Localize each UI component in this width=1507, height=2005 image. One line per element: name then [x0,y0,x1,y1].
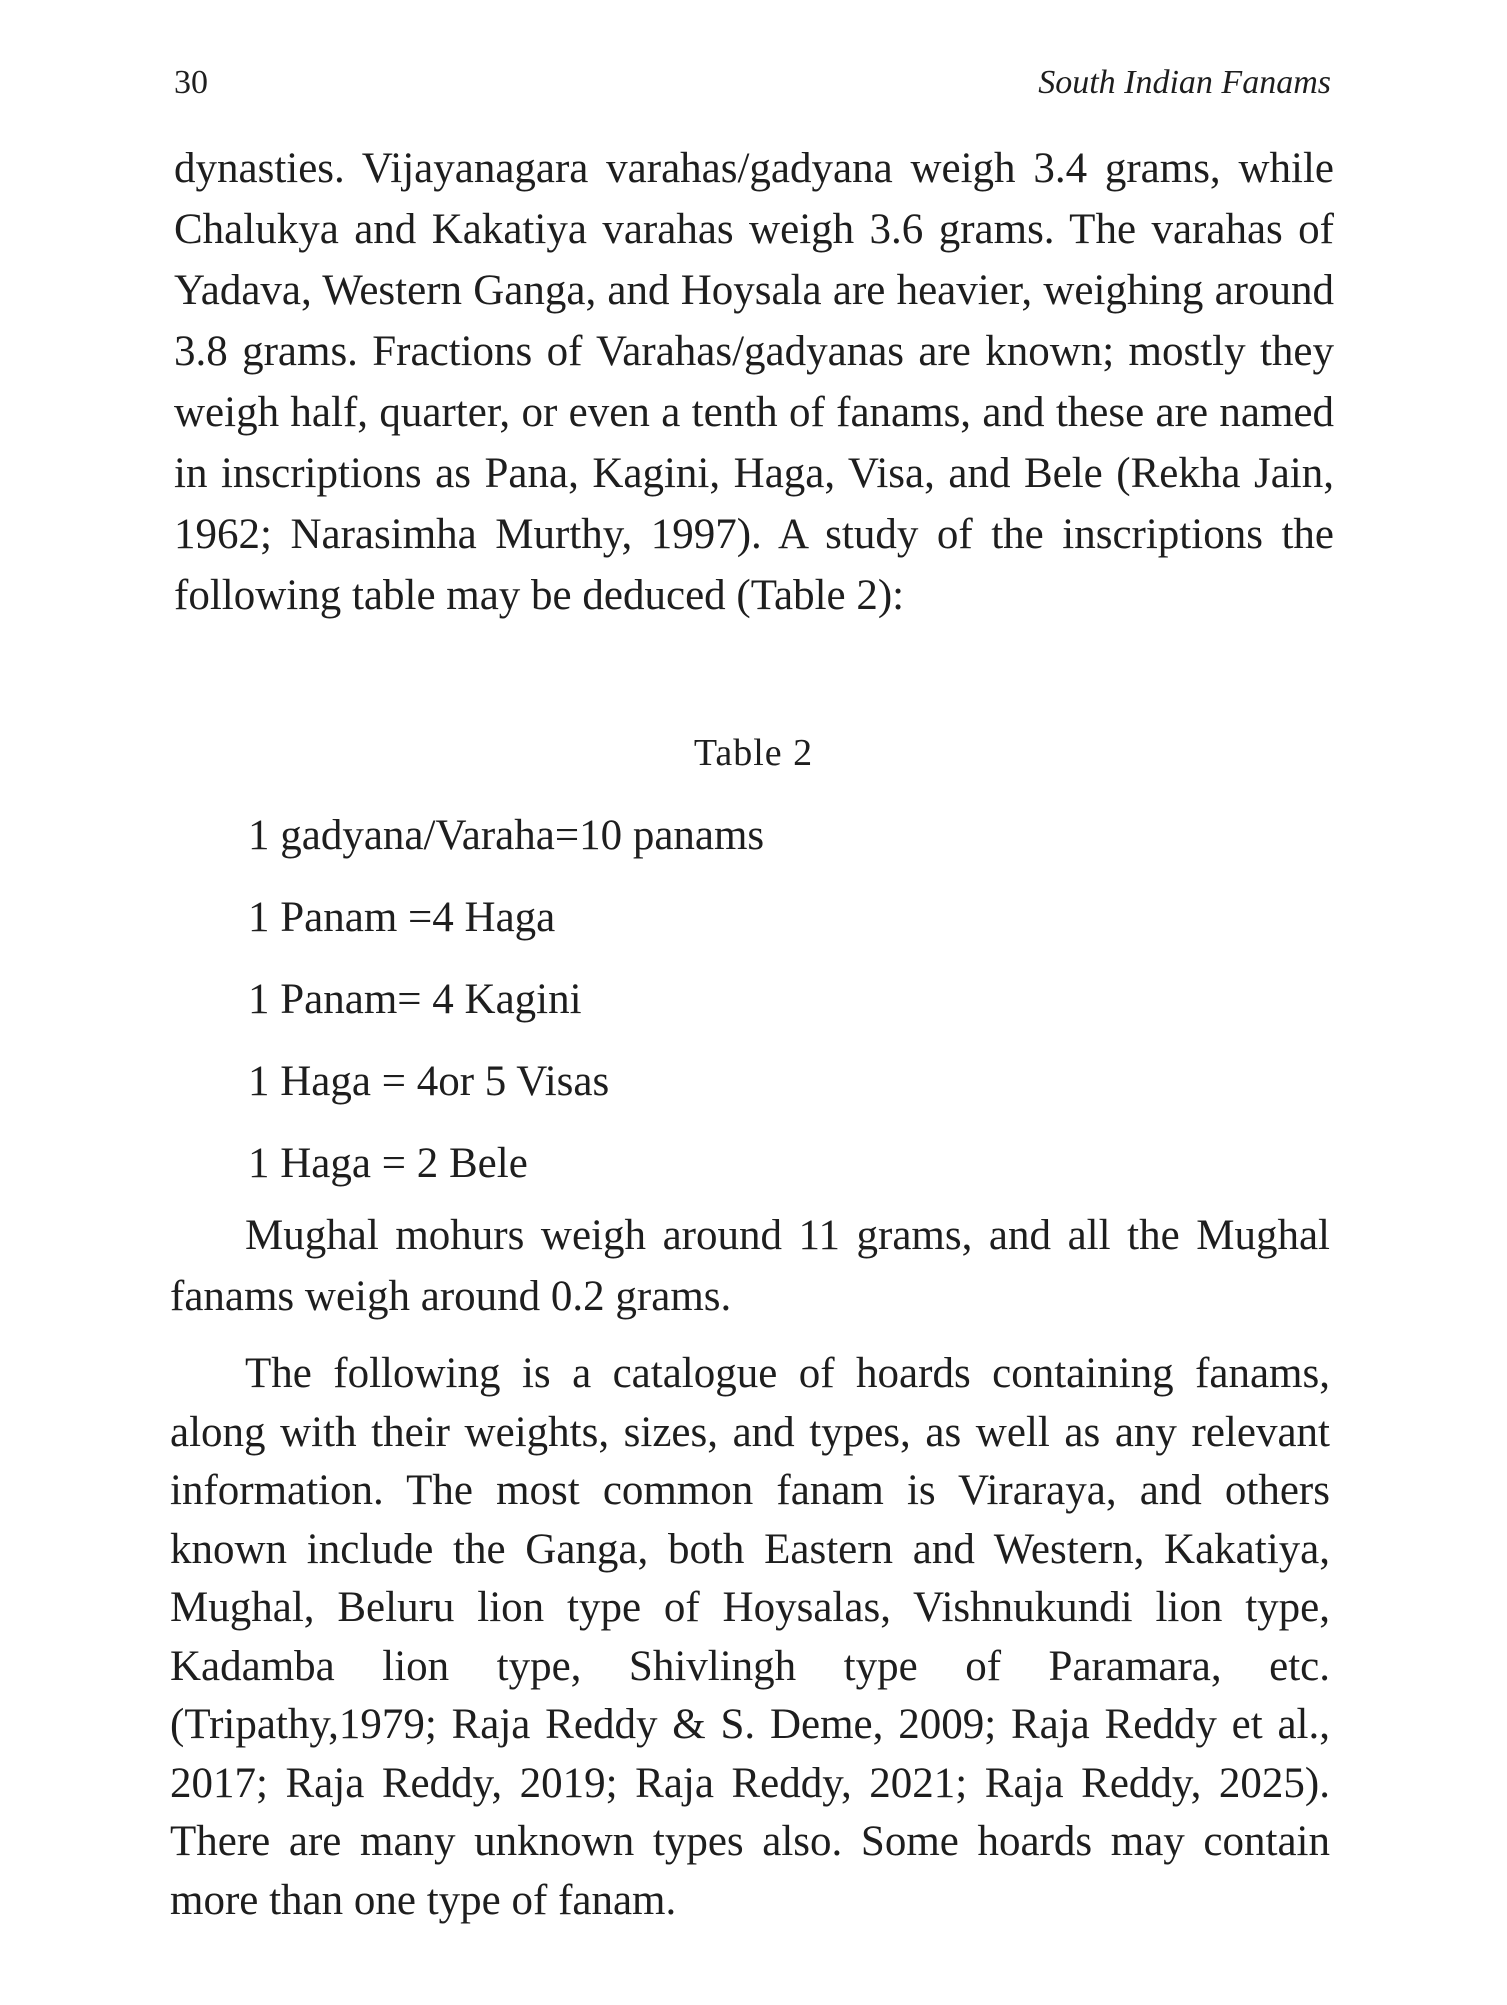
running-head: South Indian Fanams [1038,64,1331,101]
table-row: 1 Haga = 2 Bele [248,1140,528,1187]
table-row: 1 Panam =4 Haga [248,894,556,941]
intro-paragraph: dynasties. Vijayanagara varahas/gadyana weigh 3.4 grams, while Chalukya and Kakatiya varahas weigh 3.6 grams. The varahas of Yadava, Western Ganga, and Hoysala are heavier, weighing around 3.8 grams. Fractions of Varahas/gadyanas are known; mostly they weigh half, quarter, or even a tenth of fanams, and these are named in inscriptions as Pana, Kagini, Haga, Visa, and Bele (Rekha Jain, 1962; Narasimha Murthy, 1997). A study of the inscriptions the following table may be deduced (Table 2): [174,145,1334,619]
catalogue-paragraph: The following is a catalogue of hoards containing fanams, along with their weights, sizes, and types, as well as any relevant information. The most common fanam is Viraraya, and others known include the Ganga, both Eastern and Western, Kakatiya, Mughal, Beluru lion type of Hoysalas, Vishnukundi lion type, Kadamba lion type, Shivlingh type of Paramara, etc. (Tripathy,1979; Raja Reddy & S. Deme, 2009; Raja Reddy et al., 2017; Raja Reddy, 2019; Raja Reddy, 2021; Raja Reddy, 2025). There are many unknown types also. Some hoards may contain more than one type of fanam. [170,1350,1330,1924]
mughal-paragraph: Mughal mohurs weigh around 11 grams, and all the Mughal fanams weigh around 0.2 grams. [170,1212,1330,1320]
conversion-table [248,795,764,1205]
page-number: 30 [174,64,208,101]
table-caption: Table 2 [693,732,814,774]
table-row: 1 Panam= 4 Kagini [248,976,582,1023]
table-row: 1 gadyana/Varaha=10 panams [248,812,765,859]
table-row: 1 Haga = 4or 5 Visas [248,1058,610,1105]
page-header [174,58,1331,108]
